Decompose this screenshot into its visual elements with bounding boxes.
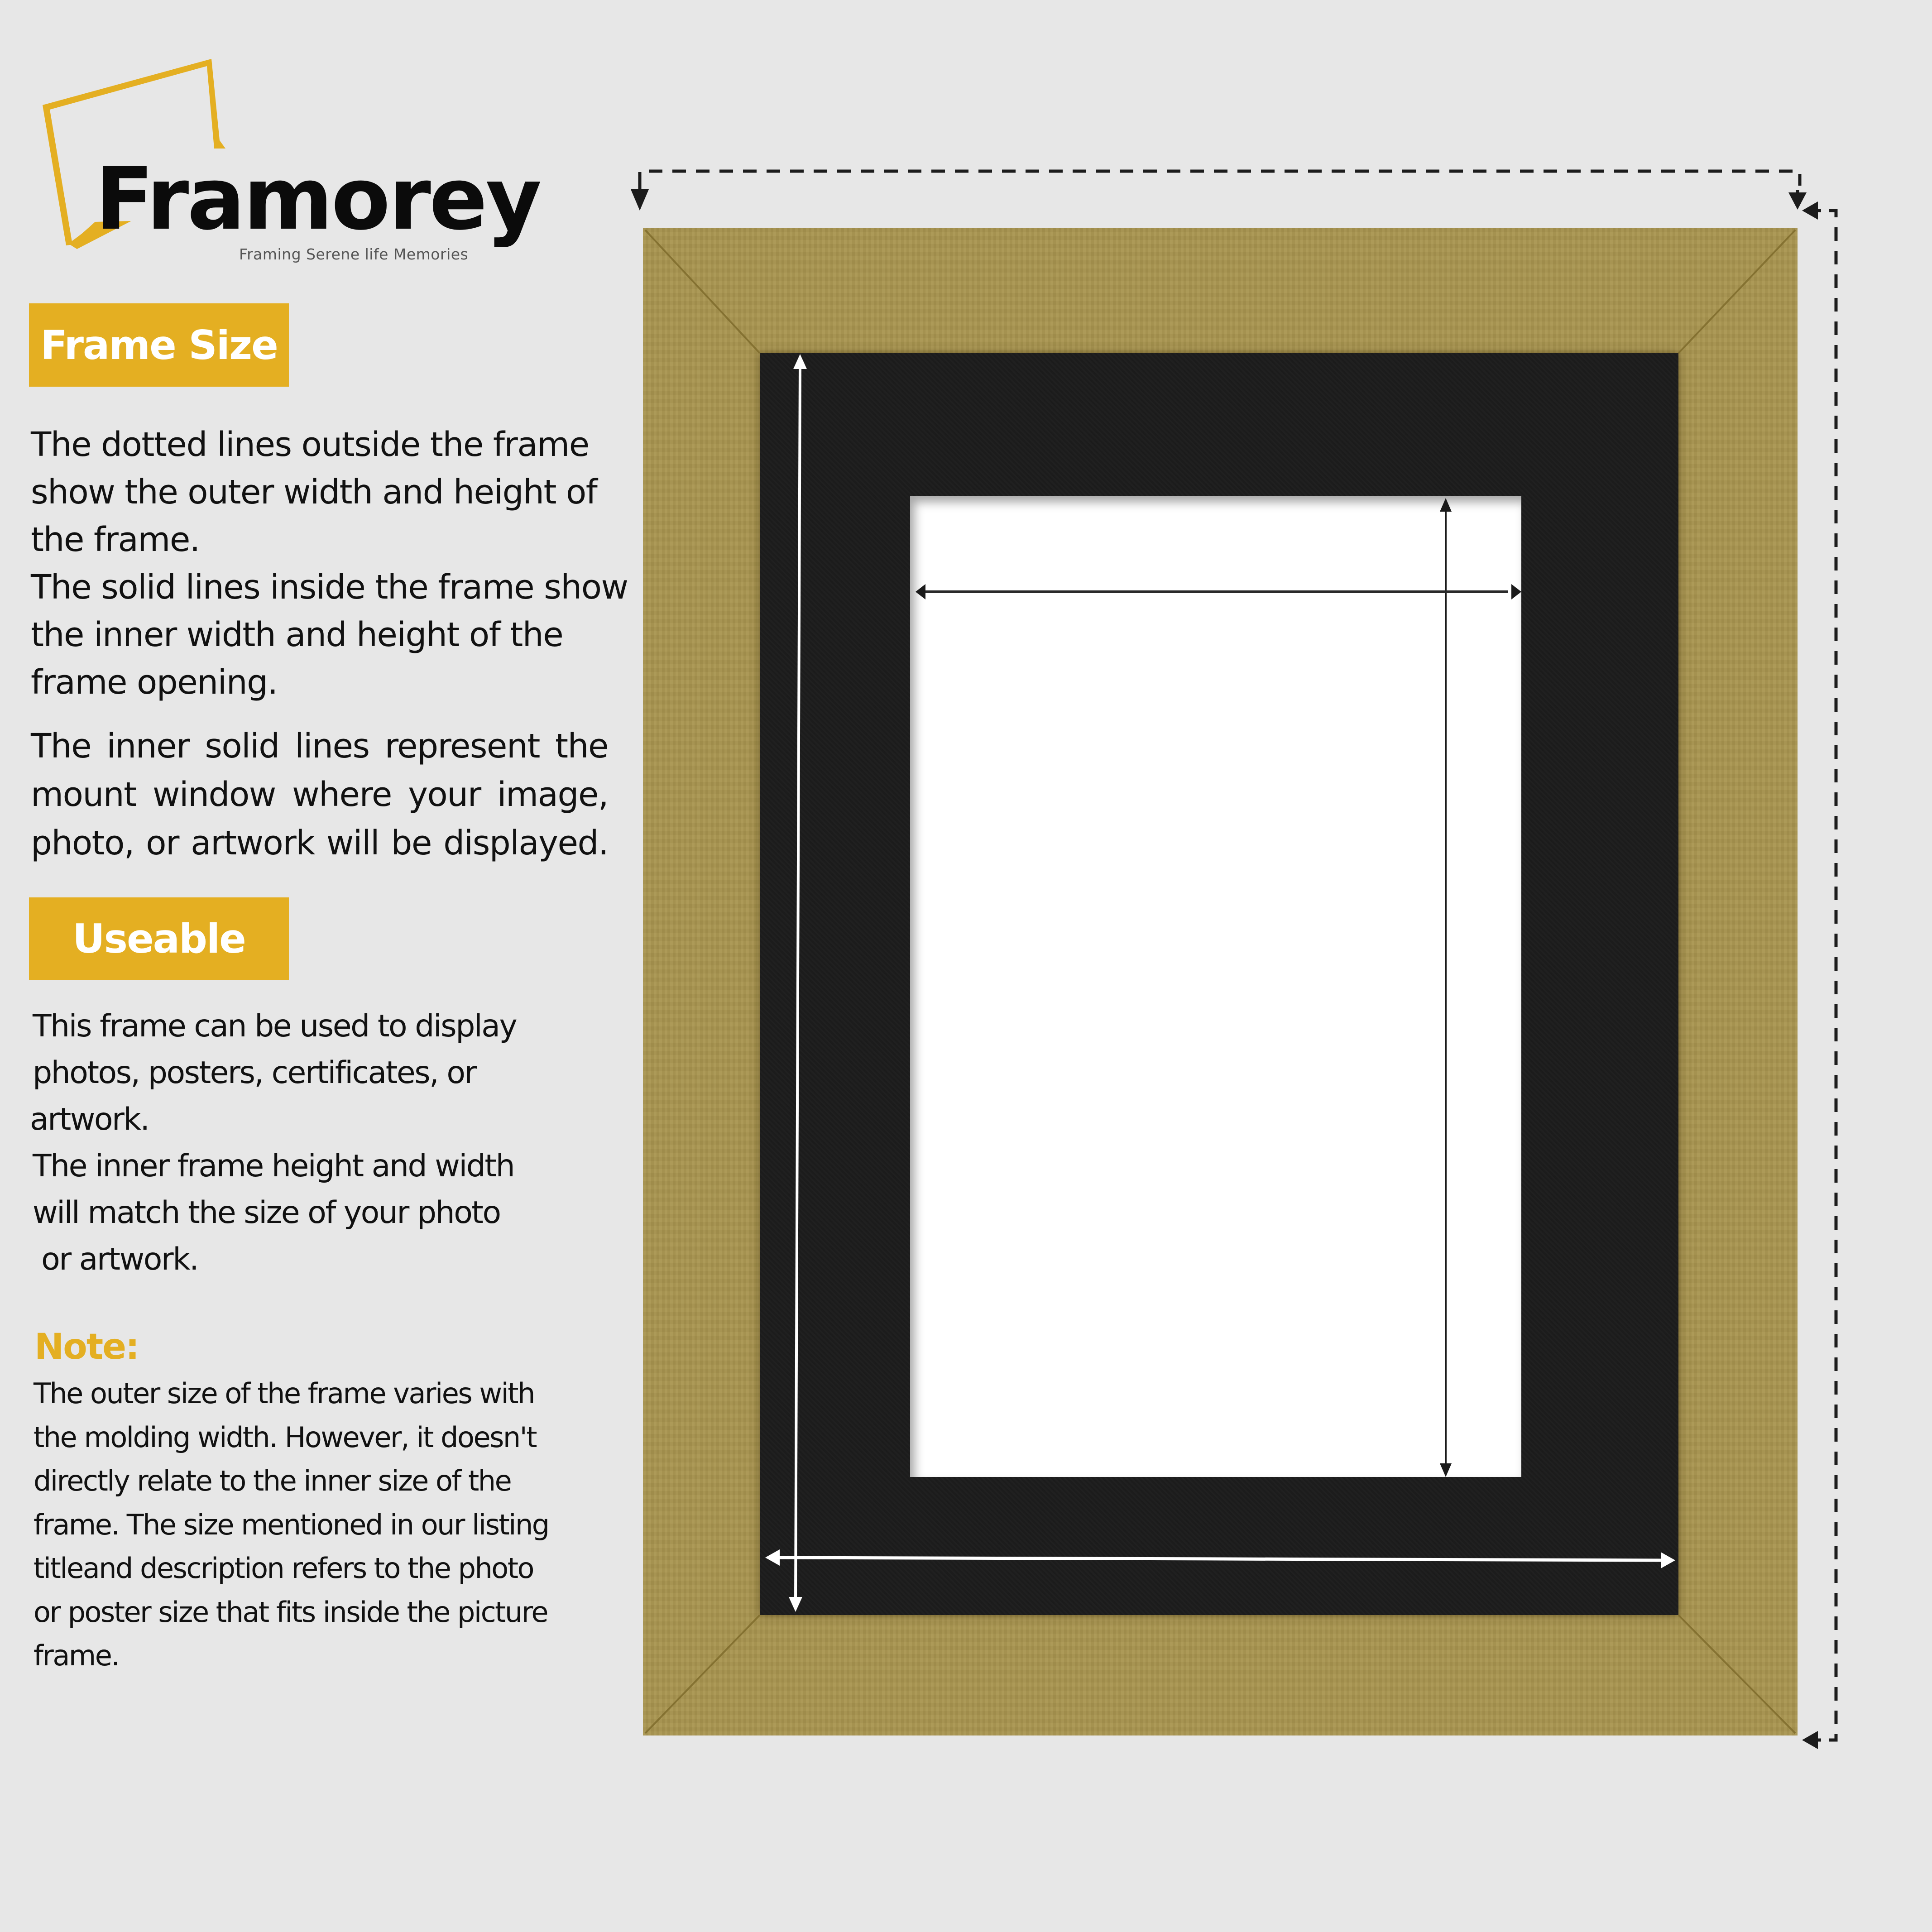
brand-name: Framorey [95,149,540,249]
text-line: the molding width. However, it doesn't [34,1420,537,1454]
brand-tagline: Framing Serene life Memories [239,245,469,263]
text-line: photo, or artwork will be displayed. [31,824,608,863]
text-line: the inner width and height of the [31,615,563,654]
text-line: The outer size of the frame varies with [34,1377,534,1410]
useable-heading: Useable [29,897,289,980]
text-line: This frame can be used to display [33,1008,517,1044]
note-heading: Note: [34,1327,139,1367]
text-line: titleand description refers to the photo [34,1552,533,1585]
text-line: artwork. [30,1102,149,1137]
text-line: The solid lines inside the frame show [31,568,628,607]
text-line: mount window where your image, [31,775,608,814]
useable-paragraph [30,1003,590,1283]
frame-size-paragraph-2 [31,722,608,868]
text-line: or artwork. [33,1242,198,1277]
text-line: or poster size that fits inside the picture [34,1595,548,1629]
text-line: the frame. [31,520,200,559]
text-line: frame opening. [31,663,278,702]
outer-width-dashed-line [640,171,1800,199]
text-line: show the outer width and height of [31,473,597,512]
text-line: photos, posters, certificates, or [33,1055,476,1091]
brand-logo [36,50,540,263]
text-line: The dotted lines outside the frame [31,425,589,464]
text-line: will match the size of your photo [33,1195,500,1231]
outer-height-dashed-line [1816,211,1836,1740]
frame-size-paragraph-1 [31,421,628,706]
note-paragraph [34,1372,604,1678]
text-line: frame. [34,1639,119,1672]
text-line: The inner solid lines represent the [31,727,608,766]
outer-height-arrowheads [1802,201,1818,1749]
mount-window-opening [910,496,1521,1477]
frame-size-heading: Frame Size [29,303,289,387]
outer-width-arrowheads [631,189,1807,211]
text-line: frame. The size mentioned in our listing [34,1508,549,1541]
text-line: The inner frame height and width [33,1148,514,1184]
text-line: directly relate to the inner size of the [34,1464,511,1497]
